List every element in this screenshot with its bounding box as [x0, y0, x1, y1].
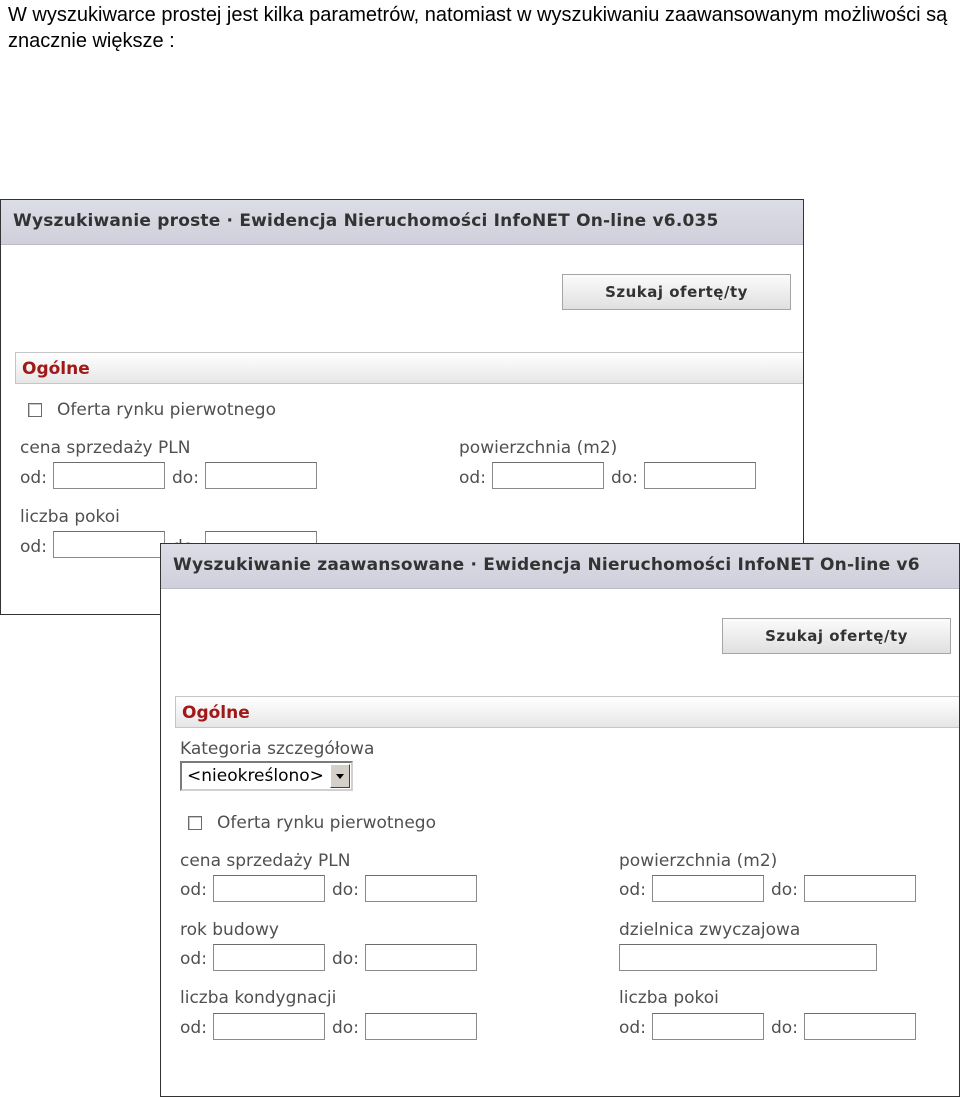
- simple-price-from-input[interactable]: [53, 462, 165, 489]
- simple-window-title: Wyszukiwanie proste · Ewidencja Nieruchomości InfoNET On-line v6.035: [13, 211, 719, 231]
- advanced-rooms-from-input[interactable]: [652, 1013, 764, 1040]
- simple-price-from-label: od:: [20, 468, 47, 488]
- advanced-rooms-to-input[interactable]: [804, 1013, 916, 1040]
- advanced-price-label: cena sprzedaży PLN: [180, 851, 351, 871]
- advanced-window-title: Wyszukiwanie zaawansowane · Ewidencja Nieruchomości InfoNET On-line v6: [173, 555, 920, 575]
- chevron-down-icon[interactable]: [330, 764, 350, 788]
- advanced-price-to-label: do:: [332, 880, 359, 900]
- simple-area-to-input[interactable]: [644, 462, 756, 489]
- floors-to-label: do:: [332, 1018, 359, 1038]
- advanced-price-from-input[interactable]: [213, 875, 325, 902]
- floors-to-input[interactable]: [365, 1013, 477, 1040]
- advanced-rooms-label: liczba pokoi: [619, 988, 719, 1008]
- simple-section-title: Ogólne: [22, 359, 90, 379]
- advanced-primary-market-checkbox[interactable]: [188, 816, 202, 830]
- advanced-title-bar: [161, 544, 959, 589]
- simple-primary-market-checkbox[interactable]: [28, 403, 42, 417]
- simple-title-bar: [1, 200, 803, 245]
- simple-area-from-input[interactable]: [492, 462, 604, 489]
- simple-primary-market-label: Oferta rynku pierwotnego: [57, 400, 276, 420]
- category-label: Kategoria szczegółowa: [180, 739, 375, 759]
- advanced-price-from-label: od:: [180, 880, 207, 900]
- floors-from-input[interactable]: [213, 1013, 325, 1040]
- advanced-price-to-input[interactable]: [365, 875, 477, 902]
- advanced-rooms-to-label: do:: [771, 1018, 798, 1038]
- simple-section-header: [15, 352, 804, 384]
- district-input[interactable]: [619, 944, 877, 971]
- simple-area-to-label: do:: [611, 468, 638, 488]
- advanced-area-label: powierzchnia (m2): [619, 851, 778, 871]
- advanced-area-from-input[interactable]: [652, 875, 764, 902]
- floors-label: liczba kondygnacji: [180, 988, 337, 1008]
- floors-from-label: od:: [180, 1018, 207, 1038]
- category-select[interactable]: [180, 761, 353, 791]
- year-built-to-label: do:: [332, 949, 359, 969]
- simple-price-label: cena sprzedaży PLN: [20, 438, 191, 458]
- year-built-from-input[interactable]: [213, 944, 325, 971]
- year-built-to-input[interactable]: [365, 944, 477, 971]
- advanced-section-title: Ogólne: [182, 703, 250, 723]
- advanced-primary-market-label: Oferta rynku pierwotnego: [217, 813, 436, 833]
- simple-search-button[interactable]: Szukaj ofertę/ty: [562, 274, 791, 310]
- year-built-label: rok budowy: [180, 920, 279, 940]
- advanced-area-to-input[interactable]: [804, 875, 916, 902]
- advanced-area-from-label: od:: [619, 880, 646, 900]
- simple-price-to-input[interactable]: [205, 462, 317, 489]
- simple-area-from-label: od:: [459, 468, 486, 488]
- year-built-from-label: od:: [180, 949, 207, 969]
- advanced-search-button[interactable]: Szukaj ofertę/ty: [722, 618, 951, 654]
- advanced-area-to-label: do:: [771, 880, 798, 900]
- advanced-section-header: [175, 696, 960, 728]
- simple-rooms-label: liczba pokoi: [20, 507, 120, 527]
- simple-price-to-label: do:: [172, 468, 199, 488]
- advanced-rooms-from-label: od:: [619, 1018, 646, 1038]
- advanced-search-window: [160, 543, 960, 1097]
- category-select-value: <nieokreślono>: [187, 766, 324, 786]
- caption-text: W wyszukiwarce prostej jest kilka parametrów, natomiast w wyszukiwaniu zaawansowanym możliwości są znacznie większe :: [8, 4, 948, 52]
- simple-area-label: powierzchnia (m2): [459, 438, 618, 458]
- simple-rooms-from-label: od:: [20, 537, 47, 557]
- simple-rooms-from-input[interactable]: [53, 531, 165, 558]
- district-label: dzielnica zwyczajowa: [619, 920, 801, 940]
